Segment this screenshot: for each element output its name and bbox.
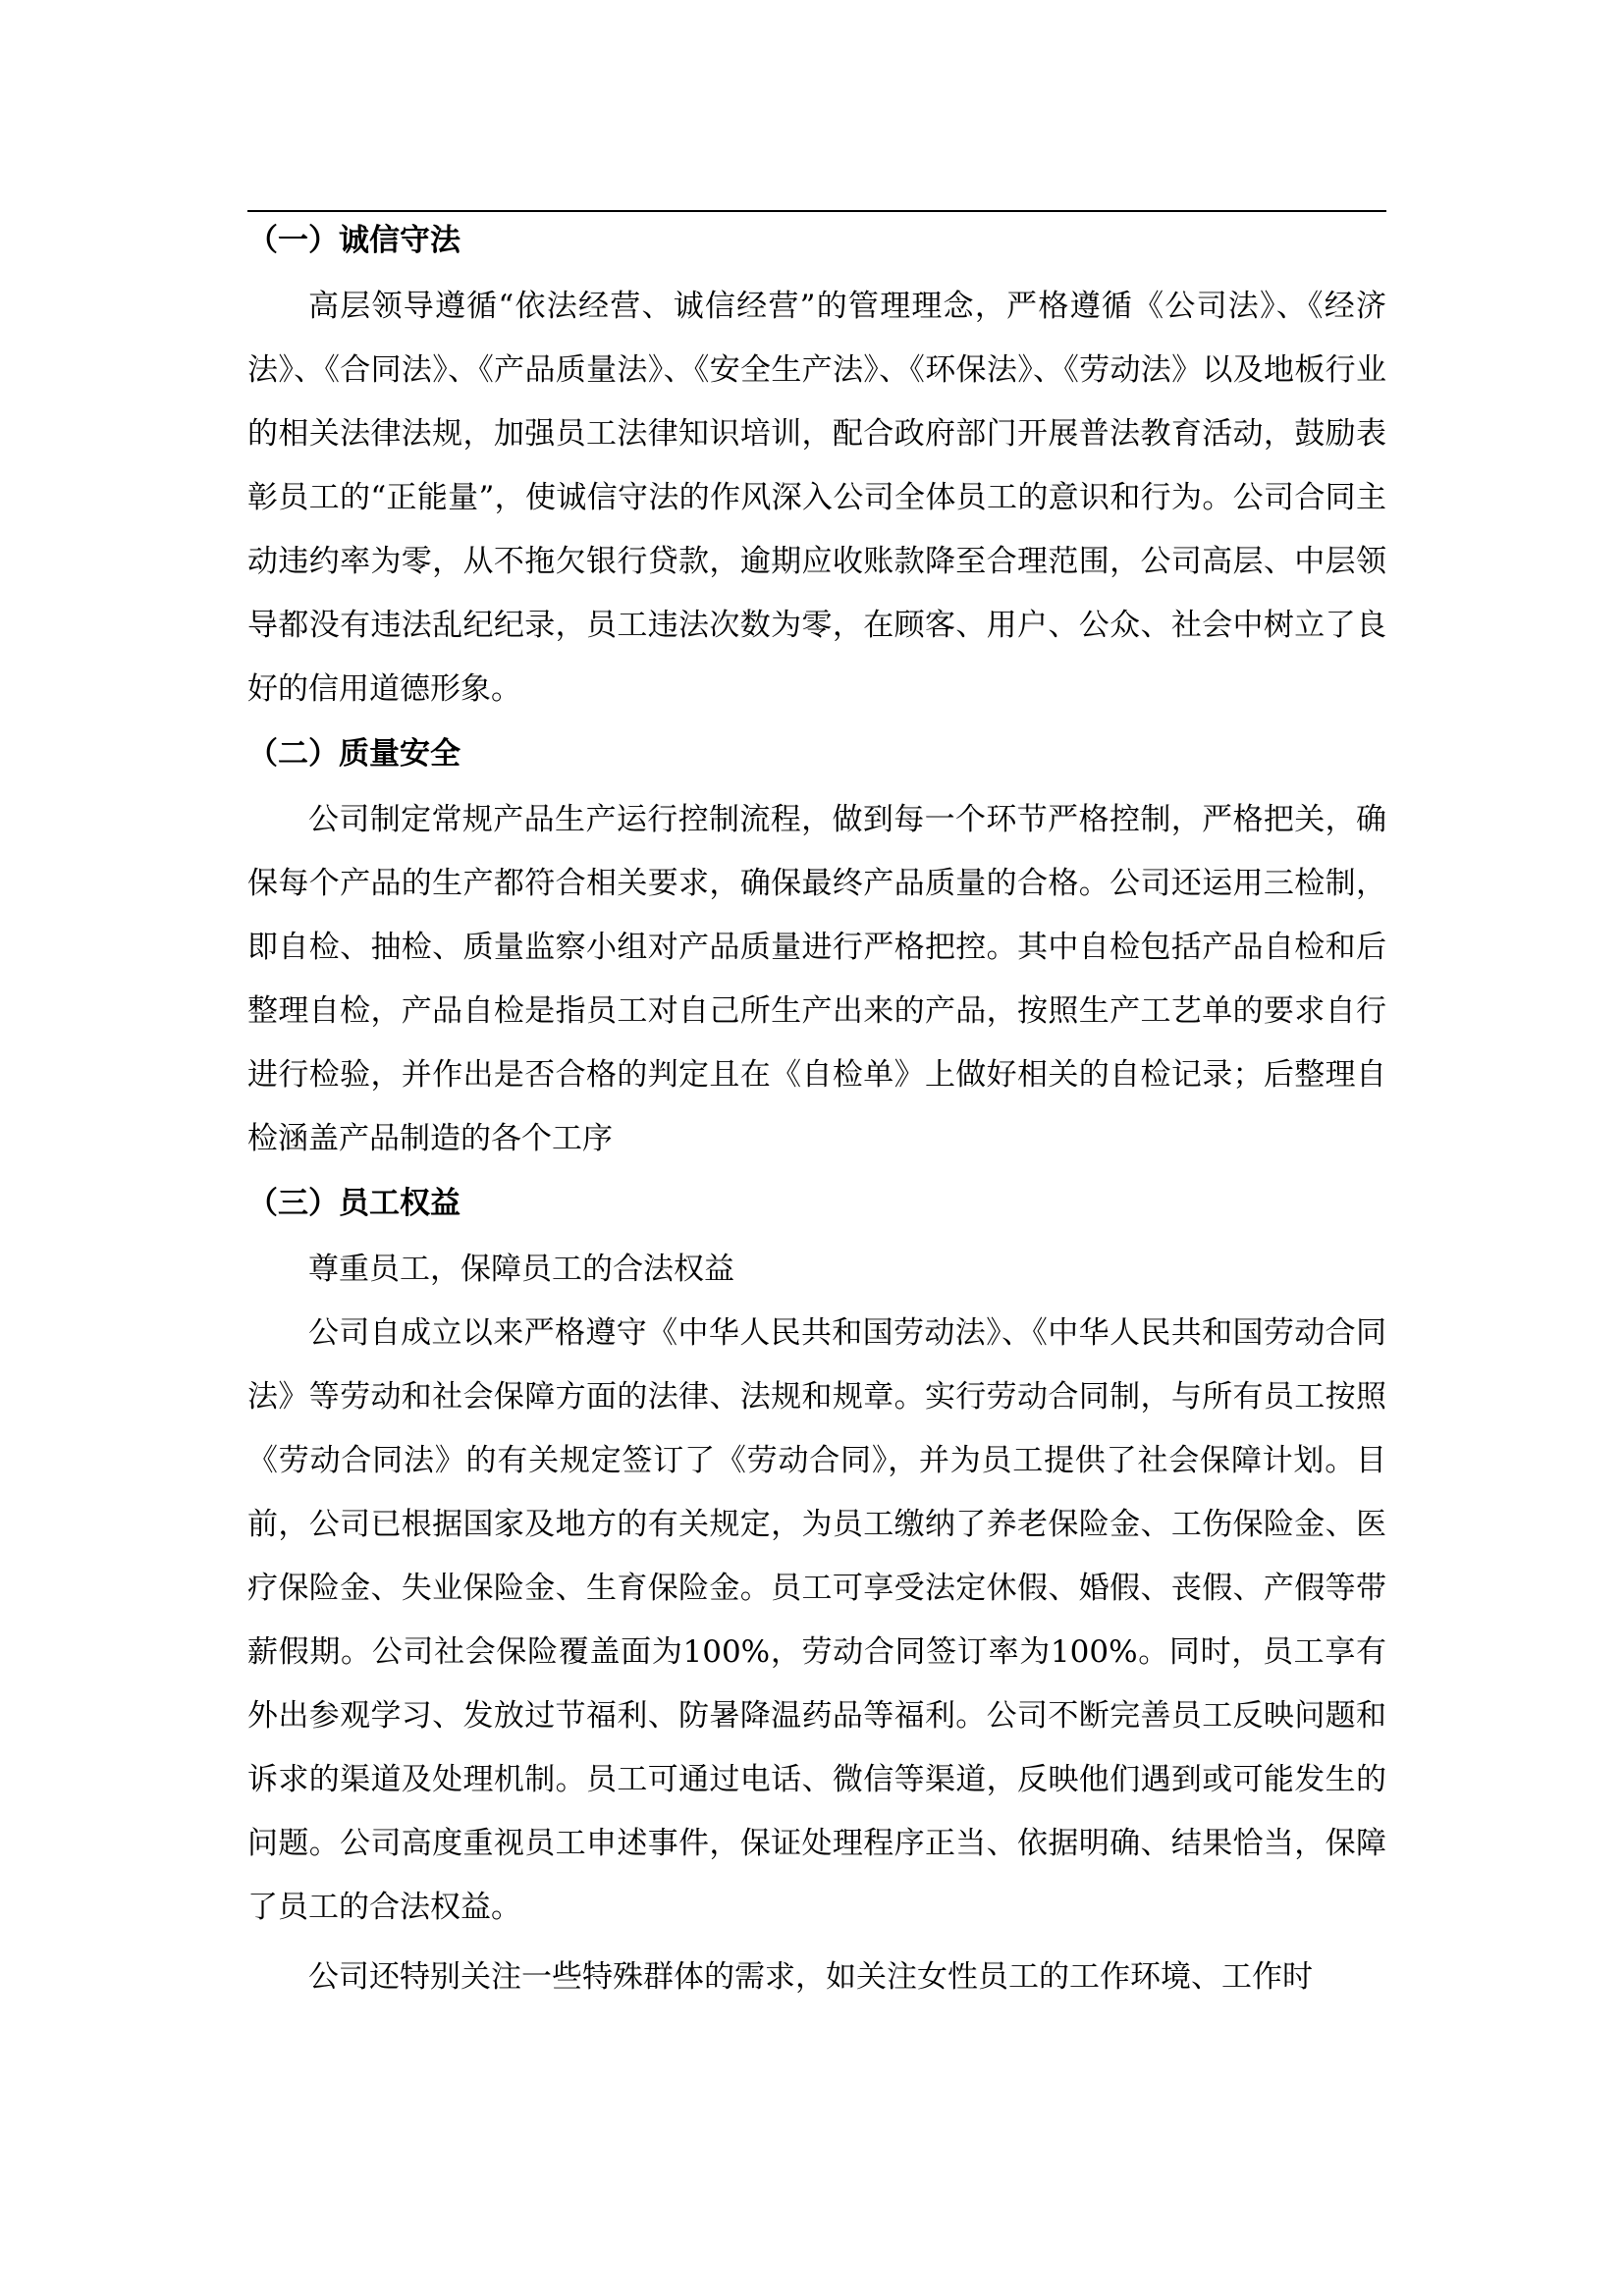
section-heading: （二）质量安全 bbox=[247, 736, 460, 772]
body-paragraph: 公司制定常规产品生产运行控制流程，做到每一个环节严格控制，严格把关，确保每个产品的生产都符合相关要求，确保最终产品质量的合格。公司还运用三检制，即自检、抽检、质量监察小组对产品质量进行严格把控。其中自检包括产品自检和后整理自检，产品自检是指员工对自己所生产出来的产品，按照生产工艺单的要求自行进行检验，并作出是否合格的判定且在《自检单》上做好相关的自检记录；后整理自检涵盖产品制造的各个工序 bbox=[247, 802, 1386, 1156]
section-integrity-law bbox=[247, 214, 1386, 721]
body-paragraph: 高层领导遵循“依法经营、诚信经营”的管理理念，严格遵循《公司法》、《经济法》、《合同法》、《产品质量法》、《安全生产法》、《环保法》、《劳动法》以及地板行业的相关法律法规，加强员工法律知识培训，配合政府部门开展普法教育活动，鼓励表彰员工的“正能量”，使诚信守法的作风深入公司全体员工的意识和行为。公司合同主动违约率为零，从不拖欠银行贷款，逾期应收账款降至合理范围，公司高层、中层领导都没有违法乱纪纪录，员工违法次数为零，在顾客、用户、公众、社会中树立了良好的信用道德形象。 bbox=[247, 289, 1386, 707]
section-heading: （三）员工权益 bbox=[247, 1186, 460, 1221]
body-paragraph: 公司还特别关注一些特殊群体的需求，如关注女性员工的工作环境、工作时 bbox=[308, 1959, 1313, 1995]
section-quality-safety bbox=[247, 727, 1386, 1171]
section-heading: （一）诚信守法 bbox=[247, 223, 460, 258]
document-body bbox=[247, 212, 1386, 2009]
body-paragraph: 尊重员工，保障员工的合法权益 bbox=[308, 1252, 734, 1287]
body-paragraph: 公司自成立以来严格遵守《中华人民共和国劳动法》、《中华人民共和国劳动合同法》等劳动和社会保障方面的法律、法规和规章。实行劳动合同制，与所有员工按照《劳动合同法》的有关规定签订了《劳动合同》，并为员工提供了社会保障计划。目前，公司已根据国家及地方的有关规定，为员工缴纳了养老保险金、工伤保险金、医疗保险金、失业保险金、生育保险金。员工可享受法定休假、婚假、丧假、产假等带薪假期。公司社会保险覆盖面为100%，劳动合同签订率为100%。同时，员工享有外出参观学习、发放过节福利、防暑降温药品等福利。公司不断完善员工反映问题和诉求的渠道及处理机制。员工可通过电话、微信等渠道，反映他们遇到或可能发生的问题。公司高度重视员工申述事件，保证处理程序正当、依据明确、结果恰当，保障了员工的合法权益。 bbox=[247, 1315, 1386, 1925]
section-employee-rights bbox=[247, 1177, 1386, 2009]
